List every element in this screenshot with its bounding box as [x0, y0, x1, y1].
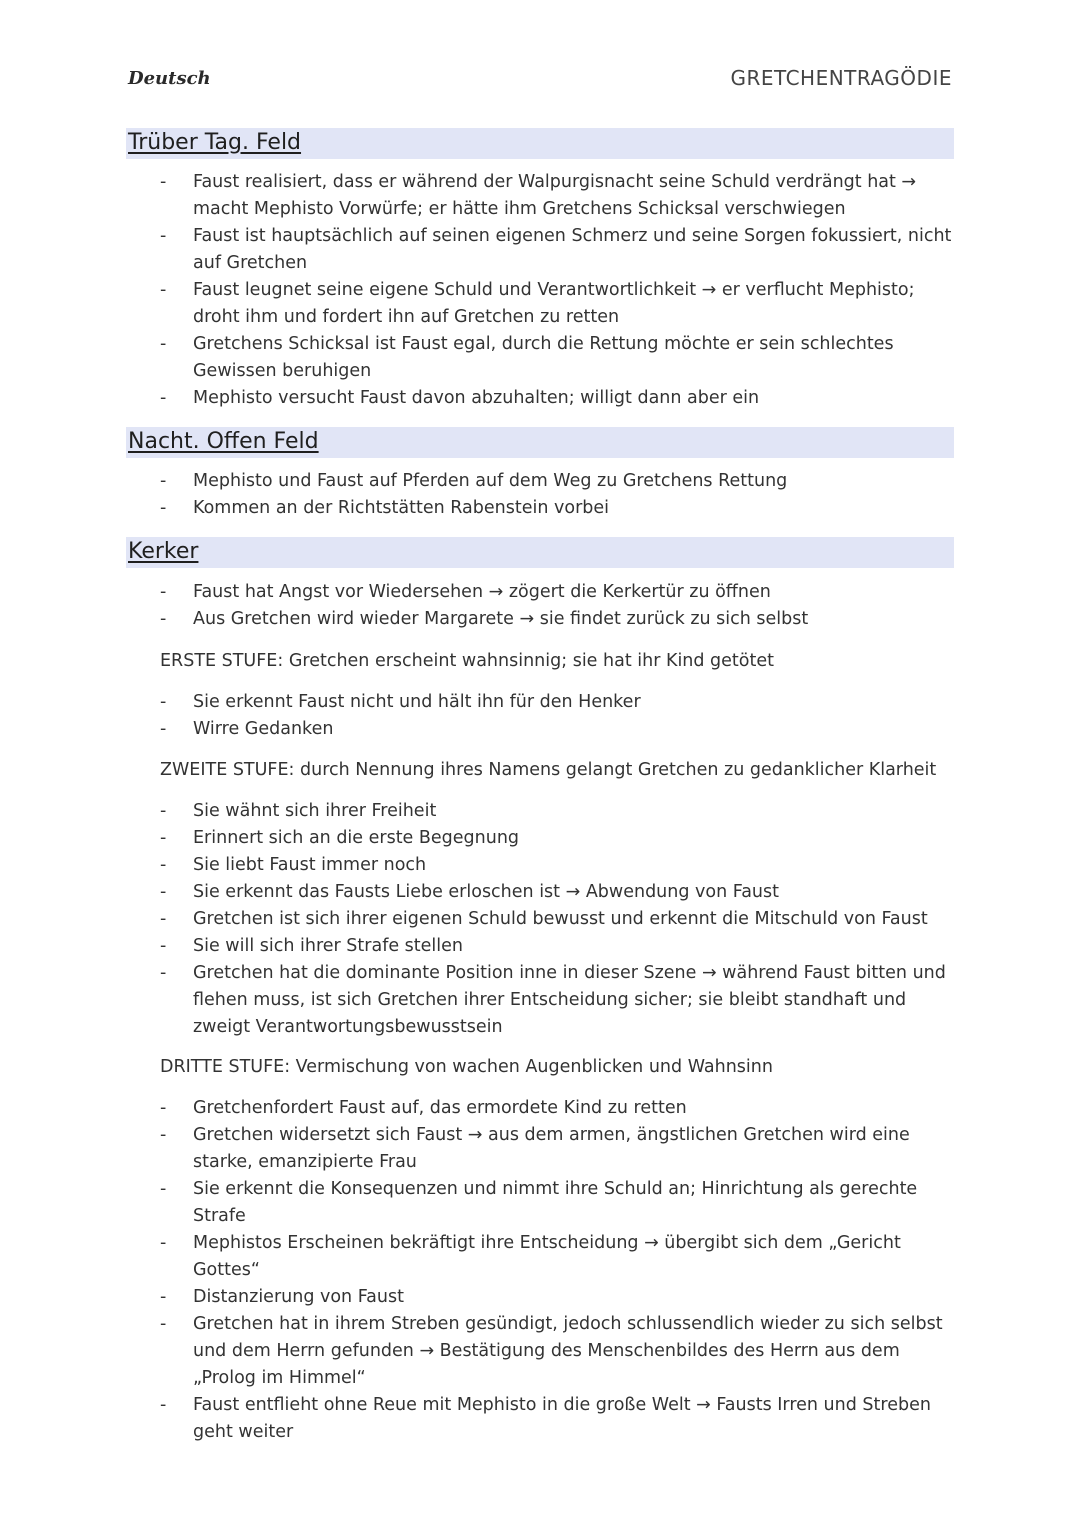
list-item: - Gretchens Schicksal ist Faust egal, durch die Rettung möchte er sein schlechtes Gewissen beruhigen	[155, 331, 955, 385]
list-item: - Faust entflieht ohne Reue mit Mephisto in die große Welt → Fausts Irren und Streben geht weiter	[155, 1392, 955, 1446]
subject-label: Deutsch	[128, 68, 211, 89]
list-item: - Faust leugnet seine eigene Schuld und Verantwortlichkeit → er verflucht Mephisto; droht ihm und fordert ihn auf Gretchen zu retten	[155, 277, 955, 331]
section-title: Nacht. Offen Feld	[128, 429, 319, 454]
bullet-list-erste-stufe	[155, 689, 955, 743]
list-item: - Mephisto versucht Faust davon abzuhalten; willigt dann aber ein	[155, 385, 955, 412]
list-item: - Faust ist hauptsächlich auf seinen eigenen Schmerz und seine Sorgen fokussiert, nicht auf Gretchen	[155, 223, 955, 277]
list-item: - Aus Gretchen wird wieder Margarete → sie findet zurück zu sich selbst	[155, 606, 955, 633]
stage-heading-dritte: DRITTE STUFE: Vermischung von wachen Augenblicken und Wahnsinn	[160, 1057, 773, 1077]
section-title: Kerker	[128, 539, 199, 564]
topic-title: GRETCHENTRAGÖDIE	[730, 66, 952, 90]
bullet-list-trueber-tag	[155, 169, 955, 412]
section-heading-nacht-offen-feld	[126, 427, 954, 458]
section-heading-kerker	[126, 537, 954, 568]
list-item: - Mephistos Erscheinen bekräftigt ihre Entscheidung → übergibt sich dem „Gericht Gottes“	[155, 1230, 955, 1284]
section-heading-trueber-tag	[126, 128, 954, 159]
list-item: - Gretchen hat in ihrem Streben gesündigt, jedoch schlussendlich wieder zu sich selbst und dem Herrn gefunden → Bestätigung des Menschenbildes des Herrn aus dem „Prolog im Himmel“	[155, 1311, 955, 1392]
list-item: - Sie erkennt die Konsequenzen und nimmt ihre Schuld an; Hinrichtung als gerechte Strafe	[155, 1176, 955, 1230]
list-item: - Gretchen hat die dominante Position inne in dieser Szene → während Faust bitten und flehen muss, ist sich Gretchen ihrer Entscheidung sicher; sie bleibt standhaft und zweigt Verantwortungsbewusstsein	[155, 960, 955, 1041]
list-item: - Wirre Gedanken	[155, 716, 955, 743]
list-item: - Erinnert sich an die erste Begegnung	[155, 825, 955, 852]
list-item: - Faust realisiert, dass er während der Walpurgisnacht seine Schuld verdrängt hat → macht Mephisto Vorwürfe; er hätte ihm Gretchens Schicksal verschwiegen	[155, 169, 955, 223]
list-item: - Sie wähnt sich ihrer Freiheit	[155, 798, 955, 825]
bullet-list-nacht-offen-feld	[155, 468, 955, 522]
list-item: - Sie erkennt Faust nicht und hält ihn für den Henker	[155, 689, 955, 716]
bullet-list-kerker	[155, 579, 955, 633]
list-item: - Mephisto und Faust auf Pferden auf dem Weg zu Gretchens Rettung	[155, 468, 955, 495]
list-item: - Distanzierung von Faust	[155, 1284, 955, 1311]
stage-heading-erste: ERSTE STUFE: Gretchen erscheint wahnsinnig; sie hat ihr Kind getötet	[160, 651, 774, 671]
section-title: Trüber Tag. Feld	[128, 130, 302, 155]
bullet-list-dritte-stufe	[155, 1095, 955, 1446]
list-item: - Gretchen ist sich ihrer eigenen Schuld bewusst und erkennt die Mitschuld von Faust	[155, 906, 955, 933]
list-item: - Faust hat Angst vor Wiedersehen → zögert die Kerkertür zu öffnen	[155, 579, 955, 606]
list-item: - Gretchen widersetzt sich Faust → aus dem armen, ängstlichen Gretchen wird eine starke, emanzipierte Frau	[155, 1122, 955, 1176]
list-item: - Sie erkennt das Fausts Liebe erloschen ist → Abwendung von Faust	[155, 879, 955, 906]
bullet-list-zweite-stufe	[155, 798, 955, 1041]
list-item: - Sie liebt Faust immer noch	[155, 852, 955, 879]
list-item: - Kommen an der Richtstätten Rabenstein vorbei	[155, 495, 955, 522]
stage-heading-zweite: ZWEITE STUFE: durch Nennung ihres Namens gelangt Gretchen zu gedanklicher Klarheit	[160, 760, 937, 780]
list-item: - Sie will sich ihrer Strafe stellen	[155, 933, 955, 960]
list-item: - Gretchenfordert Faust auf, das ermordete Kind zu retten	[155, 1095, 955, 1122]
